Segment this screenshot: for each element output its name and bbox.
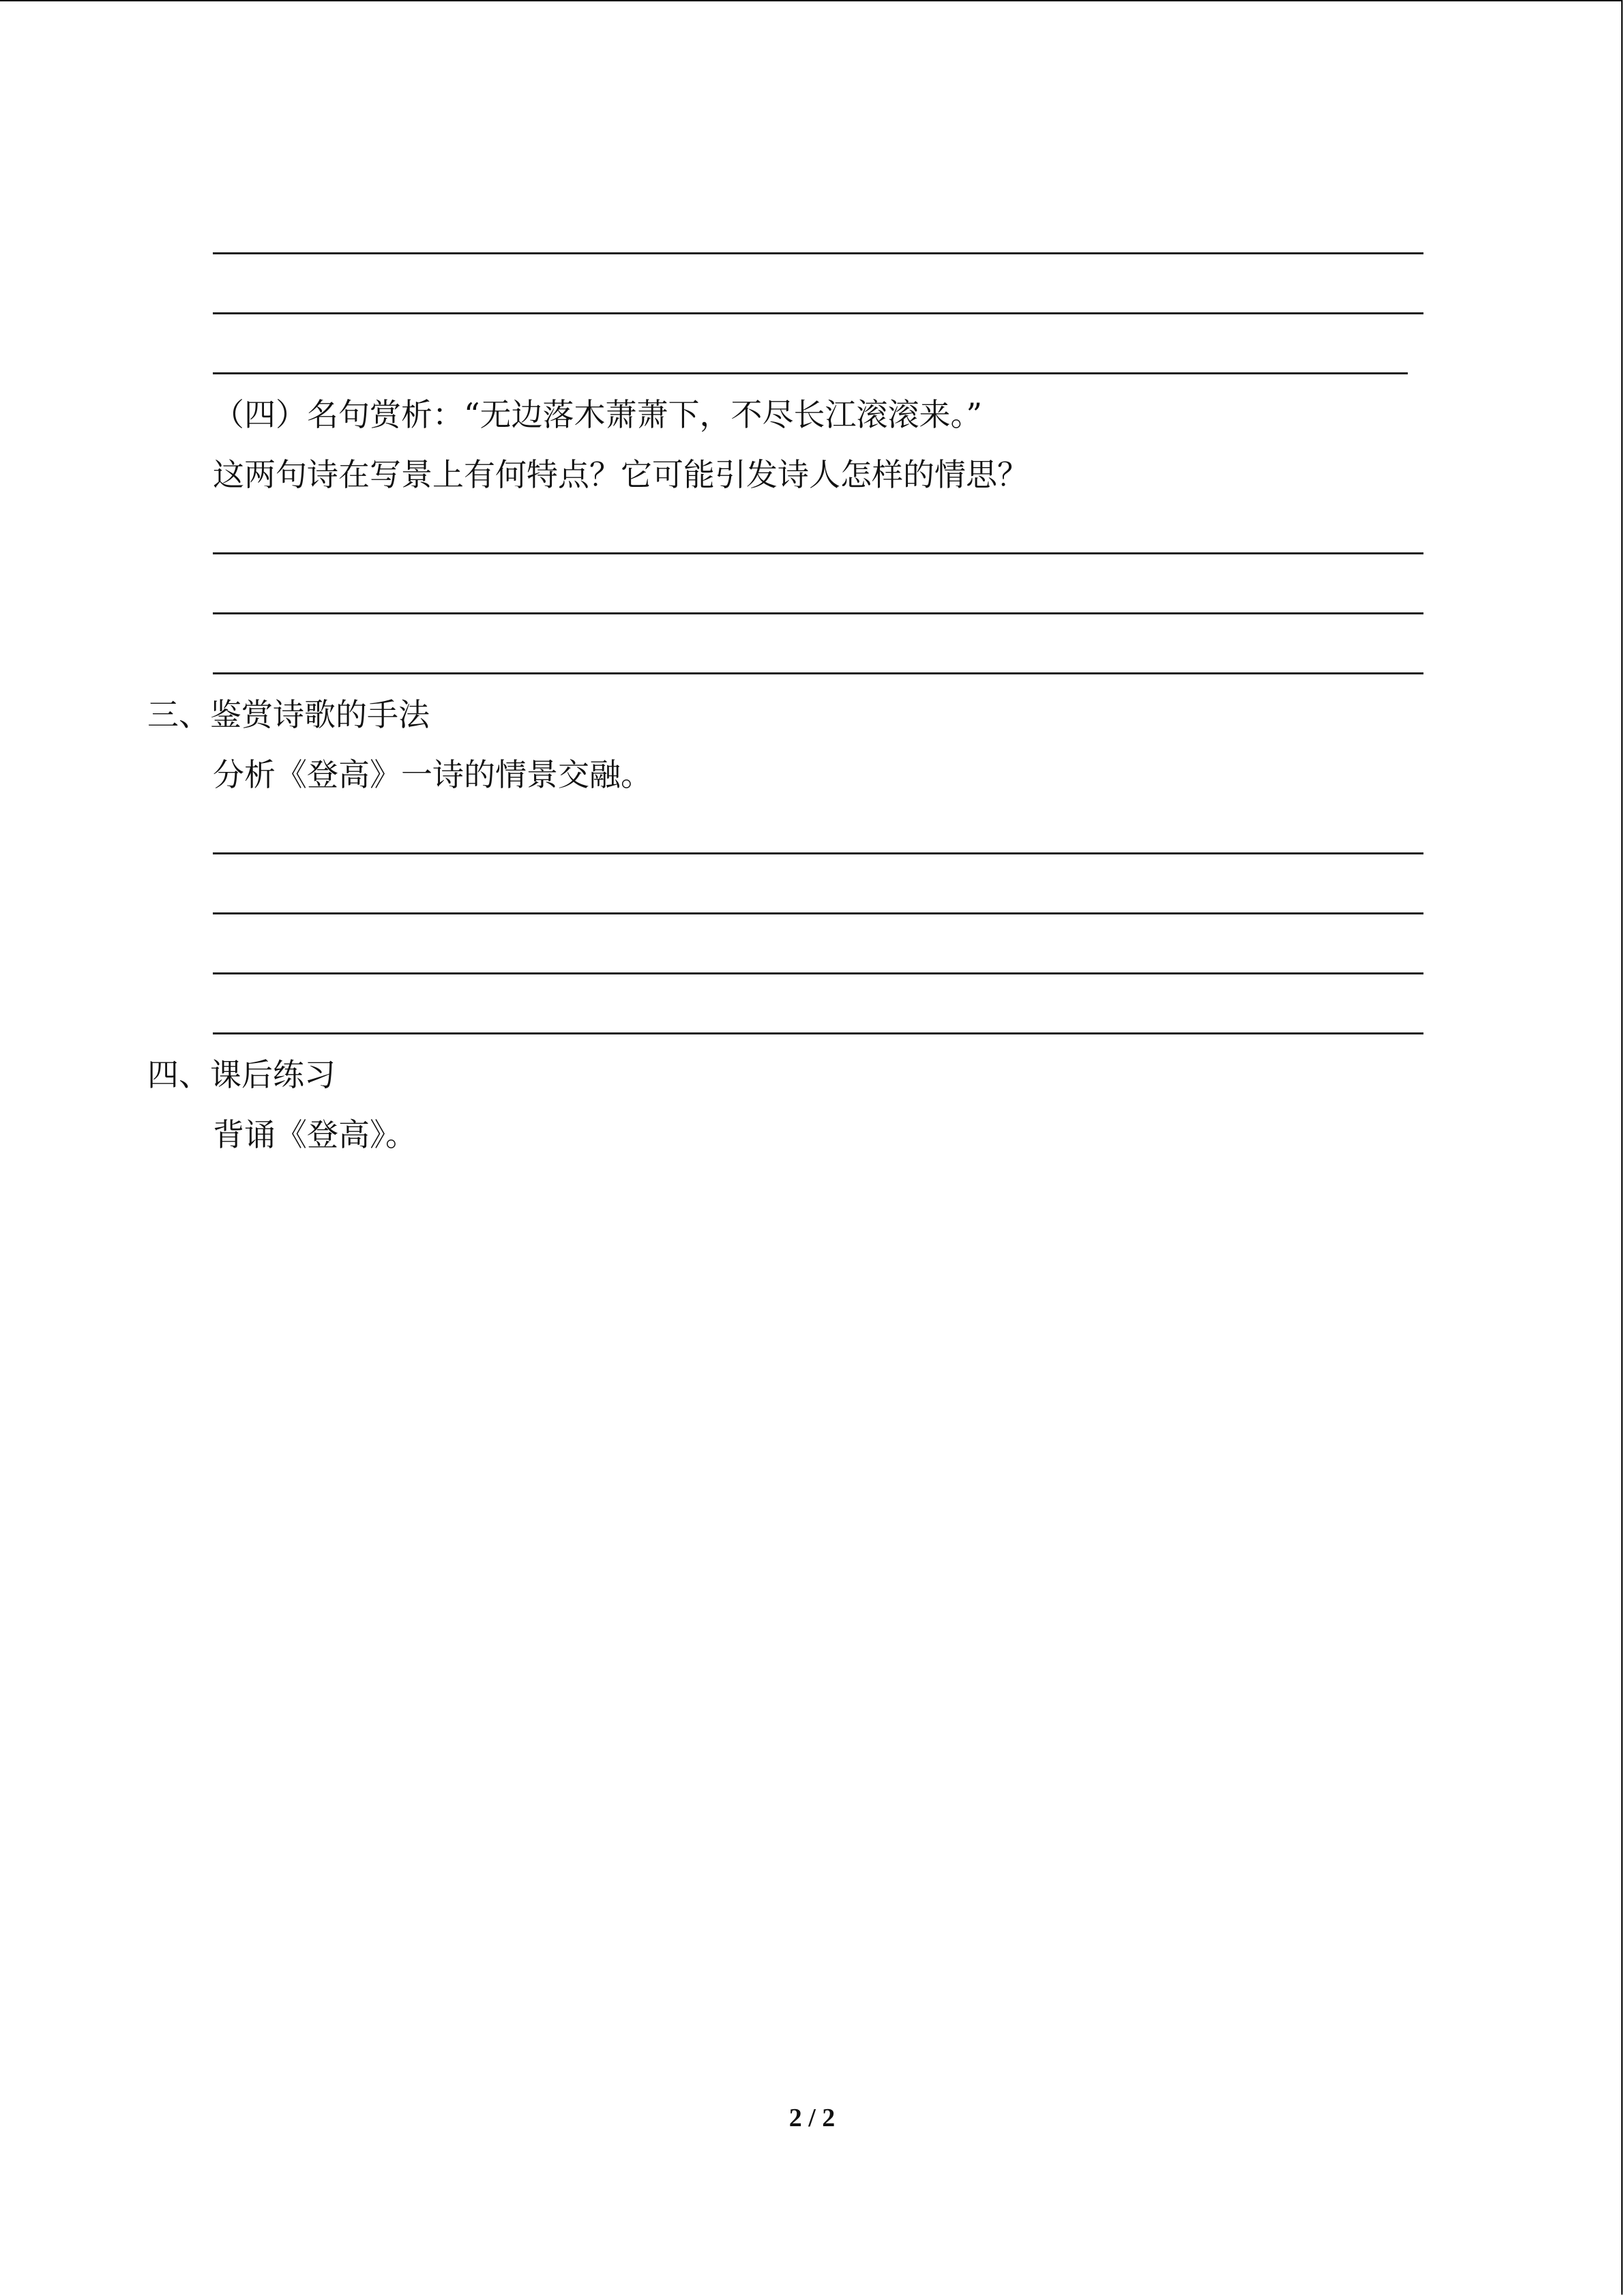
subsection-four-question: 这两句诗在写景上有何特点？它可能引发诗人怎样的情思？ [213,456,1029,493]
subsection-four-heading: （四）名句赏析：“无边落木萧萧下，不尽长江滚滚来。” [213,396,983,433]
answer-line [213,852,1423,854]
section-three-heading: 三、鉴赏诗歌的手法 [147,696,430,733]
section-four-task: 背诵《登高》。 [213,1116,417,1153]
answer-line [213,1032,1423,1034]
answer-line [213,912,1423,914]
answer-line [213,672,1423,674]
answer-line [213,372,1408,374]
answer-line [213,552,1423,554]
section-three-question: 分析《登高》一诗的情景交融。 [213,756,652,793]
answer-line [213,252,1423,254]
section-four-heading: 四、课后练习 [147,1056,336,1093]
answer-line [213,612,1423,614]
answer-line [213,972,1423,974]
answer-line [213,312,1423,314]
page-number: 2 / 2 [788,2104,836,2132]
